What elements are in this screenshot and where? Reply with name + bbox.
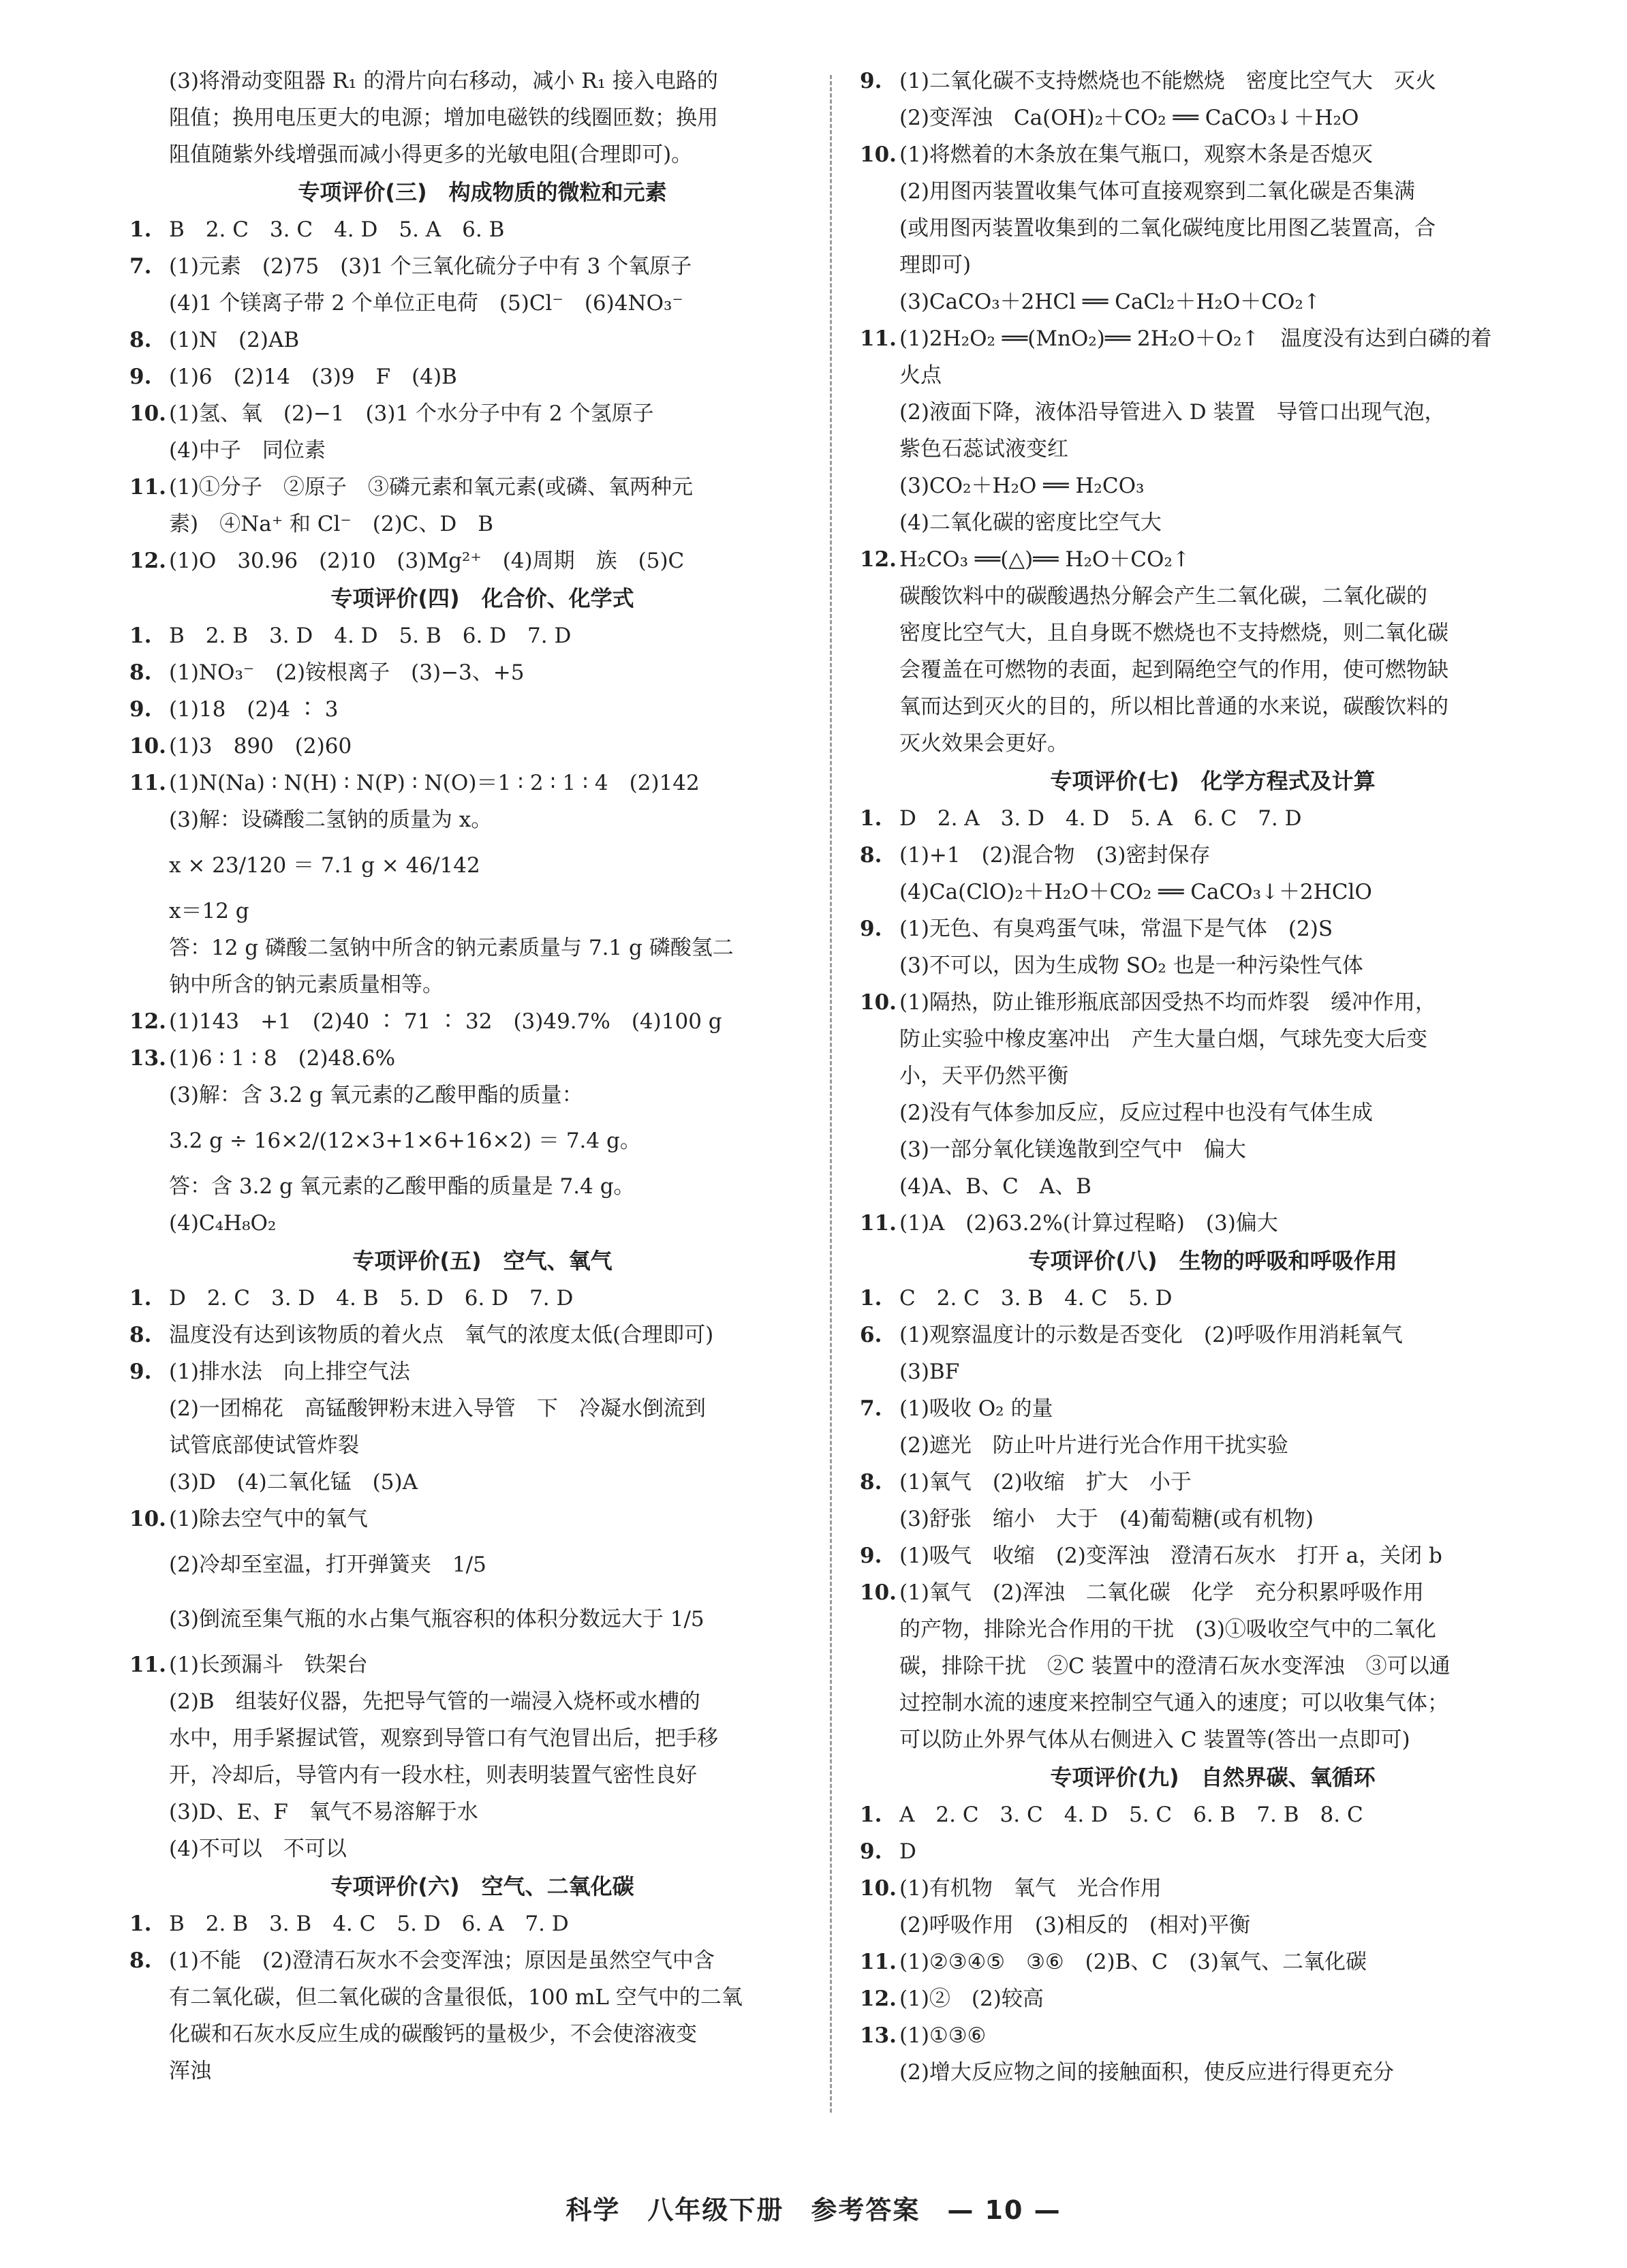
answer-line xyxy=(852,1685,1574,1721)
answer-line xyxy=(121,838,843,893)
answer-text: (3)解：含 3.2 g 氧元素的乙酸甲酯的质量： xyxy=(169,1083,583,1107)
answer-item xyxy=(121,248,843,285)
answer-item xyxy=(121,1353,843,1390)
answer-text: 钠中所含的钠元素质量相等。 xyxy=(169,972,444,997)
answer-line xyxy=(121,1537,843,1592)
answer-line xyxy=(852,1427,1574,1464)
answer-item xyxy=(852,541,1574,578)
answer-text: (1)观察温度计的示数是否变化 (2)呼吸作用消耗氧气 xyxy=(899,1323,1403,1347)
answer-line xyxy=(121,285,843,322)
answer-text: (2)冷却至室温，打开弹簧夹 1/5 xyxy=(169,1552,486,1577)
answer-line xyxy=(121,1077,843,1114)
answer-line xyxy=(121,1720,843,1757)
answer-text: (1)①分子 ②原子 ③磷元素和氧元素(或磷、氧两种元 xyxy=(169,475,694,500)
answer-line xyxy=(121,506,843,542)
answer-text: (1)3 890 (2)60 xyxy=(169,734,352,758)
answer-line xyxy=(852,1907,1574,1944)
answer-text: 紫色石蕊试液变红 xyxy=(899,437,1068,461)
answer-line xyxy=(121,1168,843,1205)
answer-text: (4)中子 同位素 xyxy=(169,438,326,463)
question-number: 9. xyxy=(860,1839,882,1864)
answer-text: 灭火效果会更好。 xyxy=(899,731,1068,756)
section-heading: 专项评价(八) 生物的呼吸和呼吸作用 xyxy=(1028,1248,1397,1274)
answer-text: 火点 xyxy=(899,363,942,388)
answer-text: B 2. B 3. D 4. D 5. B 6. D 7. D xyxy=(169,624,572,648)
answer-line xyxy=(852,173,1574,210)
answer-text: 温度没有达到该物质的着火点 氧气的浓度太低(合理即可) xyxy=(169,1323,714,1347)
answer-text: (1)隔热，防止锥形瓶底部因受热不均而炸裂 缓冲作用， xyxy=(899,990,1436,1015)
answer-text: 可以防止外界气体从右侧进入 C 装置等(答出一点即可) xyxy=(899,1728,1410,1752)
answer-text: B 2. B 3. B 4. C 5. D 6. A 7. D xyxy=(169,1912,569,1936)
answer-item xyxy=(852,1833,1574,1870)
answer-text: (3)一部分氧化镁逸散到空气中 偏大 xyxy=(899,1137,1246,1162)
answer-line xyxy=(852,874,1574,910)
answer-text: (1)排水法 向上排空气法 xyxy=(169,1360,410,1384)
question-number: 9. xyxy=(860,917,882,941)
answer-text: (3)不可以，因为生成物 SO₂ 也是一种污染性气体 xyxy=(899,953,1363,978)
answer-text: 阻值随紫外线增强而减小得更多的光敏电阻(合理即可)。 xyxy=(169,142,693,167)
answer-text: (4)1 个镁离子带 2 个单位正电荷 (5)Cl⁻ (6)4NO₃⁻ xyxy=(169,291,683,316)
answer-text: (1)氧气 (2)浑浊 二氧化碳 化学 充分积累呼吸作用 xyxy=(899,1580,1424,1605)
answer-text: A 2. C 3. C 4. D 5. C 6. B 7. B 8. C xyxy=(899,1803,1363,1827)
answer-text: (1)不能 (2)澄清石灰水不会变浑浊；原因是虽然空气中含 xyxy=(169,1948,715,1973)
answer-item xyxy=(852,1870,1574,1907)
answer-text: C 2. C 3. B 4. C 5. D xyxy=(899,1286,1173,1311)
answer-item xyxy=(852,2017,1574,2054)
answer-text: (1)吸气 收缩 (2)变浑浊 澄清石灰水 打开 a，关闭 b xyxy=(899,1544,1442,1568)
answer-text: (1)除去空气中的氧气 xyxy=(169,1507,368,1531)
answer-text: (3)BF xyxy=(899,1360,960,1384)
answer-line xyxy=(852,688,1574,725)
answer-text: (1)②③④⑤ ③⑥ (2)B、C (3)氧气、二氧化碳 xyxy=(899,1950,1367,1974)
answer-item xyxy=(852,800,1574,837)
question-number: 13. xyxy=(860,2023,897,2048)
question-number: 6. xyxy=(860,1323,882,1347)
answer-line xyxy=(852,394,1574,431)
question-number: 11. xyxy=(129,771,166,795)
answer-item xyxy=(121,358,843,395)
question-number: 11. xyxy=(129,475,166,500)
answer-text: (1)有机物 氧气 光合作用 xyxy=(899,1876,1162,1901)
question-number: 10. xyxy=(860,1876,897,1901)
answer-line xyxy=(121,893,843,930)
answer-line xyxy=(852,1058,1574,1094)
question-number: 8. xyxy=(129,1323,152,1347)
answer-item xyxy=(121,211,843,248)
answer-text: (1)无色、有臭鸡蛋气味，常温下是气体 (2)S xyxy=(899,917,1333,941)
answer-text: B 2. C 3. C 4. D 5. A 6. B xyxy=(169,217,505,242)
answer-text: x＝12 g xyxy=(169,899,249,923)
question-number: 7. xyxy=(129,254,152,279)
answer-text: D 2. C 3. D 4. B 5. D 6. D 7. D xyxy=(169,1286,574,1311)
answer-text: 素) ④Na⁺ 和 Cl⁻ (2)C、D B xyxy=(169,512,494,536)
question-number: 9. xyxy=(860,1544,882,1568)
section-heading: 专项评价(七) 化学方程式及计算 xyxy=(1050,768,1376,794)
answer-item xyxy=(852,1390,1574,1427)
answer-text: 3.2 g ÷ 16×2/(12×3+1×6+16×2) ＝ 7.4 g。 xyxy=(169,1129,641,1153)
question-number: 12. xyxy=(860,547,897,572)
answer-text: (4)Ca(ClO)₂＋H₂O＋CO₂ ══ CaCO₃↓＋2HClO xyxy=(899,880,1372,904)
answer-line xyxy=(852,1648,1574,1685)
answer-text: (1)元素 (2)75 (3)1 个三氧化硫分子中有 3 个氧原子 xyxy=(169,254,692,279)
answer-text: 浑浊 xyxy=(169,2059,211,2083)
answer-text: 会覆盖在可燃物的表面，起到隔绝空气的作用，使可燃物缺 xyxy=(899,658,1448,682)
answer-text: 化碳和石灰水反应生成的碳酸钙的量极少，不会使溶液变 xyxy=(169,2022,697,2047)
answer-line xyxy=(852,431,1574,468)
answer-text: (4)不可以 不可以 xyxy=(169,1837,347,1861)
answer-item xyxy=(852,1980,1574,2017)
answer-line xyxy=(852,615,1574,652)
answer-item xyxy=(852,837,1574,874)
answer-text: (1)+1 (2)混合物 (3)密封保存 xyxy=(899,843,1211,868)
answer-line xyxy=(852,284,1574,320)
answer-item xyxy=(852,1280,1574,1317)
answer-line xyxy=(121,2016,843,2053)
question-number: 10. xyxy=(129,1507,166,1531)
question-number: 9. xyxy=(129,697,152,722)
answer-text: (1)6 (2)14 (3)9 F (4)B xyxy=(169,365,457,389)
answer-line xyxy=(852,247,1574,284)
question-number: 8. xyxy=(129,328,152,352)
answer-line xyxy=(852,210,1574,247)
answer-item xyxy=(852,1464,1574,1501)
answer-line xyxy=(121,1114,843,1168)
answer-item xyxy=(852,1317,1574,1353)
question-number: 9. xyxy=(129,365,152,389)
question-number: 12. xyxy=(860,1987,897,2011)
answer-text: (1)吸收 O₂ 的量 xyxy=(899,1396,1053,1421)
answer-item xyxy=(852,1944,1574,1980)
answer-line xyxy=(121,99,843,136)
question-number: 8. xyxy=(860,1470,882,1495)
answer-item xyxy=(852,910,1574,947)
answer-item xyxy=(121,1501,843,1537)
answer-text: D xyxy=(899,1839,916,1864)
answer-text: (2)没有气体参加反应，反应过程中也没有气体生成 xyxy=(899,1101,1373,1125)
answer-text: 密度比空气大，且自身既不燃烧也不支持燃烧，则二氧化碳 xyxy=(899,621,1448,645)
answer-text: (1)N (2)AB xyxy=(169,328,300,352)
answer-text: (1)N(Na) ∶ N(H) ∶ N(P) ∶ N(O)＝1 ∶ 2 ∶ 1 ∶ 4 (2)142 xyxy=(169,771,700,795)
answer-item xyxy=(121,1646,843,1683)
question-number: 10. xyxy=(860,990,897,1015)
answer-line xyxy=(852,947,1574,984)
question-number: 8. xyxy=(860,843,882,868)
answer-line xyxy=(852,578,1574,615)
answer-item xyxy=(121,542,843,579)
answer-text: (1)①③⑥ xyxy=(899,2023,987,2048)
answer-line xyxy=(121,1427,843,1464)
answer-line xyxy=(121,63,843,99)
question-number: 13. xyxy=(129,1046,166,1071)
answer-item xyxy=(852,1205,1574,1242)
answer-line xyxy=(852,2054,1574,2091)
answer-text: (2)增大反应物之间的接触面积，使反应进行得更充分 xyxy=(899,2060,1394,2085)
answer-text: (2)呼吸作用 (3)相反的 (相对)平衡 xyxy=(899,1913,1251,1937)
answer-text: (2)变浑浊 Ca(OH)₂＋CO₂ ══ CaCO₃↓＋H₂O xyxy=(899,106,1359,130)
answer-text: (1)氧气 (2)收缩 扩大 小于 xyxy=(899,1470,1192,1495)
answer-line xyxy=(121,2053,843,2089)
answer-line xyxy=(852,1021,1574,1058)
question-number: 11. xyxy=(860,1211,897,1236)
question-number: 12. xyxy=(129,549,166,573)
answer-item xyxy=(121,691,843,728)
answer-line xyxy=(121,1592,843,1646)
answer-item xyxy=(121,728,843,765)
answer-text: 有二氧化碳，但二氧化碳的含量很低，100 mL 空气中的二氧 xyxy=(169,1985,743,2010)
answer-item xyxy=(121,1040,843,1077)
answer-text: (2)B 组装好仪器，先把导气管的一端浸入烧杯或水槽的 xyxy=(169,1689,700,1714)
question-number: 11. xyxy=(860,326,897,351)
section-heading: 专项评价(五) 空气、氧气 xyxy=(352,1248,613,1274)
question-number: 7. xyxy=(860,1396,882,1421)
answer-item xyxy=(121,1003,843,1040)
answer-text: 过控制水流的速度来控制空气通入的速度；可以收集气体； xyxy=(899,1691,1448,1715)
question-number: 1. xyxy=(860,1286,882,1311)
answer-text: 小，天平仍然平衡 xyxy=(899,1064,1068,1088)
section-heading: 专项评价(九) 自然界碳、氧循环 xyxy=(1050,1764,1376,1790)
answer-text: (1)氢、氧 (2)−1 (3)1 个水分子中有 2 个氢原子 xyxy=(169,401,654,426)
answer-text: (1)O 30.96 (2)10 (3)Mg²⁺ (4)周期 族 (5)C xyxy=(169,549,685,573)
answer-text: (1)二氧化碳不支持燃烧也不能燃烧 密度比空气大 灭火 xyxy=(899,69,1436,93)
answer-text: 碳，排除干扰 ②C 装置中的澄清石灰水变浑浊 ③可以通 xyxy=(899,1654,1451,1679)
answer-line xyxy=(121,930,843,966)
answer-line xyxy=(121,1757,843,1794)
answer-text: (4)C₄H₈O₂ xyxy=(169,1211,277,1236)
question-number: 1. xyxy=(129,1912,152,1936)
answer-line xyxy=(121,801,843,838)
answer-item xyxy=(121,469,843,506)
section-heading: 专项评价(六) 空气、二氧化碳 xyxy=(330,1873,634,1899)
question-number: 11. xyxy=(860,1950,897,1974)
answer-line xyxy=(852,99,1574,136)
answer-line xyxy=(852,1168,1574,1205)
section-heading: 专项评价(三) 构成物质的微粒和元素 xyxy=(298,179,667,205)
question-number: 10. xyxy=(860,1580,897,1605)
answer-text: (3)倒流至集气瓶的水占集气瓶容积的体积分数远大于 1/5 xyxy=(169,1607,704,1631)
question-number: 12. xyxy=(129,1009,166,1034)
answer-line xyxy=(121,1683,843,1720)
answer-line xyxy=(852,504,1574,541)
answer-text: 防止实验中橡皮塞冲出 产生大量白烟，气球先变大后变 xyxy=(899,1027,1427,1052)
answer-item xyxy=(852,136,1574,173)
question-number: 11. xyxy=(129,1653,166,1677)
answer-text: 开，冷却后，导管内有一段水柱，则表明装置气密性良好 xyxy=(169,1763,697,1788)
right-column xyxy=(852,63,1574,2091)
answer-line xyxy=(121,966,843,1003)
answer-item xyxy=(852,320,1574,357)
answer-text: (3)CO₂＋H₂O ══ H₂CO₃ xyxy=(899,474,1145,498)
answer-text: 碳酸饮料中的碳酸遇热分解会产生二氧化碳，二氧化碳的 xyxy=(899,584,1427,609)
answer-text: (1)② (2)较高 xyxy=(899,1987,1044,2011)
answer-line xyxy=(852,652,1574,688)
answer-item xyxy=(852,1796,1574,1833)
question-number: 10. xyxy=(129,401,166,426)
answer-text: (1)2H₂O₂ ══(MnO₂)══ 2H₂O＋O₂↑ 温度没有达到白磷的着 xyxy=(899,326,1492,351)
answer-text: (1)NO₃⁻ (2)铵根离子 (3)−3、+5 xyxy=(169,660,525,685)
answer-text: (1)6 ∶ 1 ∶ 8 (2)48.6% xyxy=(169,1046,396,1071)
answer-text: (2)用图丙装置收集气体可直接观察到二氧化碳是否集满 xyxy=(899,179,1415,204)
answer-item xyxy=(121,1905,843,1942)
question-number: 1. xyxy=(860,1803,882,1827)
question-number: 1. xyxy=(129,217,152,242)
left-column xyxy=(121,63,843,2089)
answer-line xyxy=(852,1353,1574,1390)
answer-item xyxy=(121,322,843,358)
answer-line xyxy=(121,1979,843,2016)
answer-line xyxy=(121,1390,843,1427)
answer-text: x × 23/120 ＝ 7.1 g × 46/142 xyxy=(169,853,480,878)
answer-text: (2)遮光 防止叶片进行光合作用干扰实验 xyxy=(899,1433,1288,1458)
answer-text: 答：含 3.2 g 氧元素的乙酸甲酯的质量是 7.4 g。 xyxy=(169,1174,635,1199)
answer-item xyxy=(121,1280,843,1317)
answer-text: D 2. A 3. D 4. D 5. A 6. C 7. D xyxy=(899,806,1302,831)
answer-item xyxy=(121,654,843,691)
answer-text: 试管底部使试管炸裂 xyxy=(169,1433,359,1458)
question-number: 8. xyxy=(129,1948,152,1973)
answer-text: (4)A、B、C A、B xyxy=(899,1174,1091,1199)
answer-item xyxy=(852,1537,1574,1574)
answer-text: (1)18 (2)4 ∶ 3 xyxy=(169,697,339,722)
answer-text: 阻值；换用电压更大的电源；增加电磁铁的线圈匝数；换用 xyxy=(169,106,718,130)
answer-item xyxy=(852,984,1574,1021)
answer-text: (1)143 +1 (2)40 ∶ 71 ∶ 32 (3)49.7% (4)100 g xyxy=(169,1009,722,1034)
question-number: 10. xyxy=(860,142,897,167)
answer-item xyxy=(852,63,1574,99)
question-number: 1. xyxy=(129,624,152,648)
answer-line xyxy=(852,1094,1574,1131)
answer-line xyxy=(852,1721,1574,1758)
answer-line xyxy=(121,136,843,173)
answer-text: (3)舒张 缩小 大于 (4)葡萄糖(或有机物) xyxy=(899,1507,1314,1531)
answer-text: (4)二氧化碳的密度比空气大 xyxy=(899,510,1162,535)
answer-line xyxy=(852,468,1574,504)
answer-text: H₂CO₃ ══(△)══ H₂O＋CO₂↑ xyxy=(899,547,1190,572)
question-number: 1. xyxy=(860,806,882,831)
answer-text: (3)CaCO₃＋2HCl ══ CaCl₂＋H₂O＋CO₂↑ xyxy=(899,290,1321,314)
answer-text: (3)D、E、F 氧气不易溶解于水 xyxy=(169,1800,478,1824)
answer-text: (3)D (4)二氧化锰 (5)A xyxy=(169,1470,418,1495)
answer-line xyxy=(852,725,1574,762)
answer-item xyxy=(121,1317,843,1353)
answer-text: (2)一团棉花 高锰酸钾粉末进入导管 下 冷凝水倒流到 xyxy=(169,1396,706,1421)
answer-text: (1)A (2)63.2%(计算过程略) (3)偏大 xyxy=(899,1211,1278,1236)
answer-text: (3)将滑动变阻器 R₁ 的滑片向右移动，减小 R₁ 接入电路的 xyxy=(169,69,718,93)
answer-text: 水中，用手紧握试管，观察到导管口有气泡冒出后，把手移 xyxy=(169,1726,718,1751)
answer-line xyxy=(121,1205,843,1242)
answer-text: (1)长颈漏斗 铁架台 xyxy=(169,1653,368,1677)
question-number: 8. xyxy=(129,660,152,685)
answer-text: 的产物，排除光合作用的干扰 (3)①吸收空气中的二氧化 xyxy=(899,1617,1436,1642)
column-divider xyxy=(830,75,832,2113)
answer-text: (2)液面下降，液体沿导管进入 D 装置 导管口出现气泡， xyxy=(899,400,1446,425)
answer-text: (3)解：设磷酸二氢钠的质量为 x。 xyxy=(169,808,493,832)
answer-text: (1)将燃着的木条放在集气瓶口，观察木条是否熄灭 xyxy=(899,142,1373,167)
answer-line xyxy=(852,357,1574,394)
question-number: 9. xyxy=(129,1360,152,1384)
answer-line xyxy=(121,1830,843,1867)
page-footer: 科学 八年级下册 参考答案 — 10 — xyxy=(565,2195,1062,2225)
answer-text: 氧而达到灭火的目的，所以相比普通的水来说，碳酸饮料的 xyxy=(899,694,1448,719)
answer-item xyxy=(121,617,843,654)
question-number: 10. xyxy=(129,734,166,758)
answer-text: (或用图丙装置收集到的二氧化碳纯度比用图乙装置高，合 xyxy=(899,216,1436,241)
section-heading: 专项评价(四) 化合价、化学式 xyxy=(330,585,634,611)
answer-item xyxy=(121,395,843,432)
answer-text: 理即可) xyxy=(899,253,972,277)
answer-text: 答：12 g 磷酸二氢钠中所含的钠元素质量与 7.1 g 磷酸氢二 xyxy=(169,936,734,960)
answer-line xyxy=(852,1501,1574,1537)
answer-line xyxy=(121,1794,843,1830)
question-number: 9. xyxy=(860,69,882,93)
answer-line xyxy=(121,432,843,469)
answer-item xyxy=(121,765,843,801)
question-number: 1. xyxy=(129,1286,152,1311)
answer-line xyxy=(852,1131,1574,1168)
answer-line xyxy=(852,1611,1574,1648)
answer-line xyxy=(121,1464,843,1501)
answer-item xyxy=(121,1942,843,1979)
answer-item xyxy=(852,1574,1574,1611)
